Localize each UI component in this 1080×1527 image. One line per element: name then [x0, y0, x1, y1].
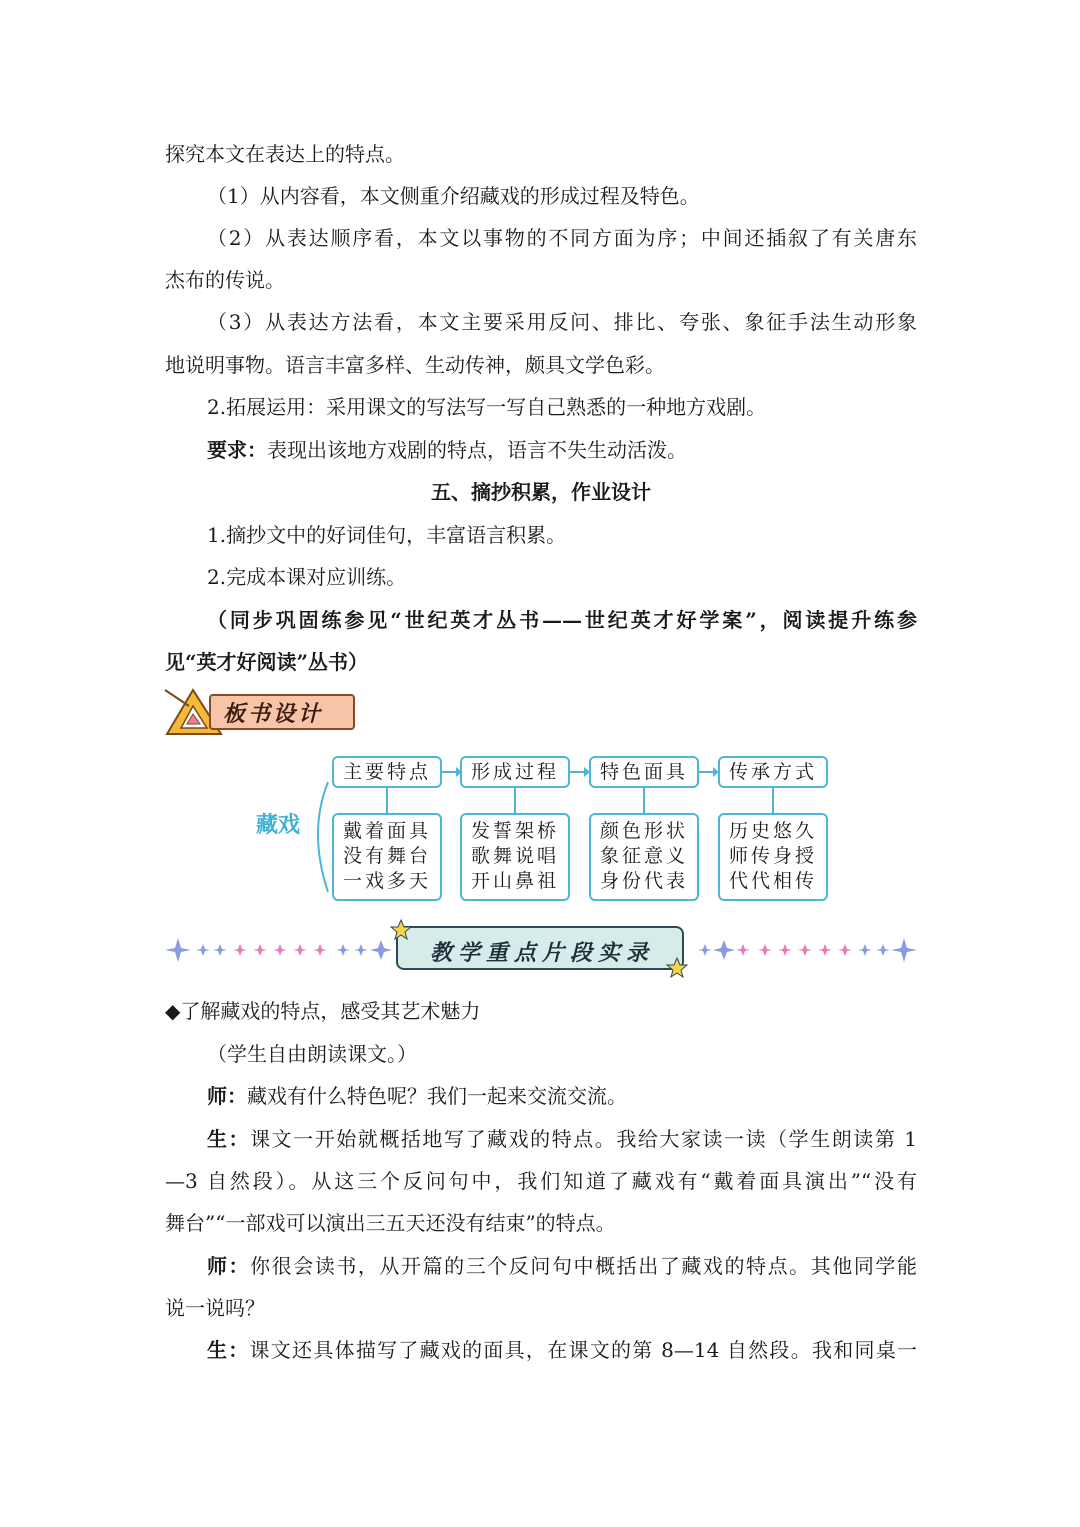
dialogue-line: 舞台”“一部戏可以演出三五天还没有结束”的特点。 [165, 1211, 616, 1235]
diagram-content [460, 813, 570, 901]
diagram-item: 代代相传 [728, 870, 817, 892]
diagram-item: 身份代表 [599, 870, 688, 892]
speaker-label: 生： [207, 1127, 251, 1151]
paragraph: （1）从内容看，本文侧重介绍藏戏的形成过程及特色。 [207, 184, 700, 208]
star-icon [665, 956, 689, 980]
paragraph: 地说明事物。语言丰富多样、生动传神，颇具文学色彩。 [165, 353, 665, 377]
reference-note: （同步巩固练参见“世纪英才丛书——世纪英才好学案”，阅读提升练参 [207, 608, 917, 632]
teaching-record-banner [163, 922, 918, 978]
speaker-label: 师： [207, 1084, 247, 1108]
dialogue-text: 课文一开始就概括地写了藏戏的特点。我给大家读一读（学生朗读第 1 [250, 1127, 917, 1151]
paragraph: 探究本文在表达上的特点。 [165, 142, 405, 166]
record-heading: ◆了解藏戏的特点，感受其艺术魅力 [165, 999, 481, 1023]
diagram-item: 歌舞说唱 [470, 845, 559, 867]
diagram-content [718, 813, 828, 901]
diagram-header: 特色面具 [589, 756, 699, 788]
banner-title: 板书设计 [223, 701, 324, 727]
requirement-text: 表现出该地方戏剧的特点，语言不失生动活泼。 [267, 438, 687, 462]
section-heading: 五、摘抄积累，作业设计 [431, 480, 651, 504]
dialogue-line [207, 1125, 917, 1153]
diagram-item: 发誓架桥 [470, 820, 559, 842]
diagram-item: 象征意义 [599, 845, 688, 867]
star-icon [389, 918, 413, 942]
diagram-title: 藏戏 [256, 813, 301, 838]
dialogue-line [207, 1082, 917, 1110]
reference-note: 见“英才好阅读”丛书） [165, 650, 369, 674]
paragraph: 杰布的传说。 [165, 268, 285, 292]
paragraph: （2）从表达顺序看，本文以事物的不同方面为序；中间还插叙了有关唐东 [207, 226, 917, 250]
blackboard-design-banner [163, 686, 358, 738]
dialogue-line [207, 1252, 917, 1280]
diagram-item: 历史悠久 [728, 820, 817, 842]
blackboard-diagram [250, 752, 850, 912]
diagram-item: 戴着面具 [342, 820, 431, 842]
requirement-label: 要求： [207, 438, 267, 462]
diagram-header: 传承方式 [718, 756, 828, 788]
diagram-item: 师传身授 [728, 845, 817, 867]
dialogue-line [207, 1336, 917, 1364]
paragraph: 2.拓展运用：采用课文的写法写一写自己熟悉的一种地方戏剧。 [207, 395, 767, 419]
paragraph: 2.完成本课对应训练。 [207, 565, 407, 589]
diagram-content [589, 813, 699, 901]
diagram-item: 一戏多天 [342, 870, 431, 892]
diagram-item: 颜色形状 [599, 820, 688, 842]
diagram-header: 主要特点 [332, 756, 442, 788]
diagram-content [332, 813, 442, 901]
diagram-header: 形成过程 [460, 756, 570, 788]
speaker-label: 师： [207, 1254, 251, 1278]
paragraph [207, 436, 917, 464]
banner-title: 教学重点片段实录 [429, 940, 654, 966]
dialogue-text: 藏戏有什么特色呢？我们一起来交流交流。 [247, 1084, 627, 1108]
paragraph: 1.摘抄文中的好词佳句，丰富语言积累。 [207, 523, 567, 547]
dialogue-text: 课文还具体描写了藏戏的面具，在课文的第 8—14 自然段。我和同桌一 [249, 1338, 917, 1362]
dialogue-line: —3 自然段）。从这三个反问句中，我们知道了藏戏有“戴着面具演出”“没有 [165, 1169, 917, 1193]
diagram-item: 没有舞台 [342, 845, 431, 867]
dialogue-line: 说一说吗？ [165, 1296, 265, 1320]
diagram-item: 开山鼻祖 [470, 870, 559, 892]
speaker-label: 生： [207, 1338, 250, 1362]
paragraph: （学生自由朗读课文。） [207, 1042, 417, 1066]
paragraph: （3）从表达方法看，本文主要采用反问、排比、夸张、象征手法生动形象 [207, 310, 917, 334]
dialogue-text: 你很会读书，从开篇的三个反问句中概括出了藏戏的特点。其他同学能 [250, 1254, 917, 1278]
